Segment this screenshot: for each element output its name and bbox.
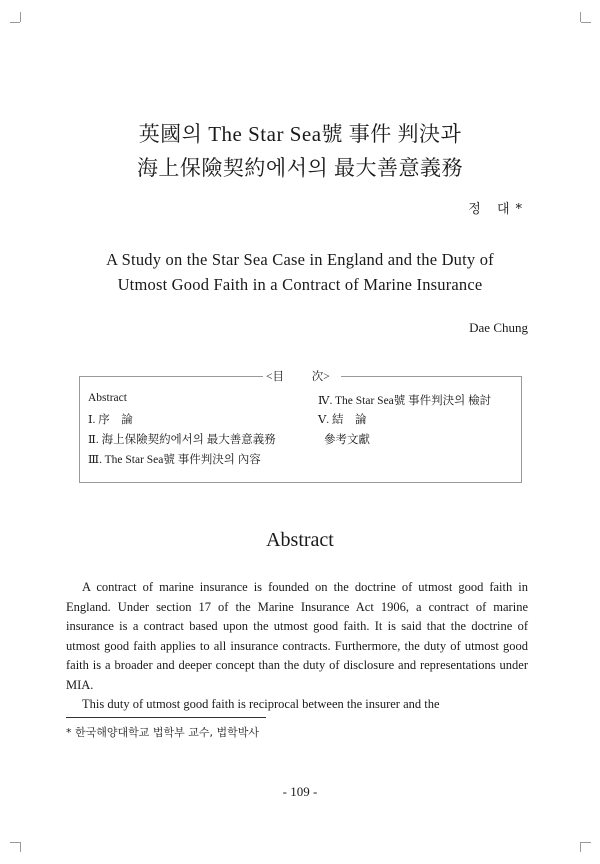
english-title-line1: A Study on the Star Sea Case in England and the Duty of [106,250,494,269]
toc-top-border-left [80,376,263,377]
crop-mark-top-left-h [10,22,20,23]
crop-mark-top-right-h [581,22,591,23]
toc-item-chapter3: Ⅲ. The Star Sea號 事件判決의 內容 [88,454,261,466]
abstract-paragraph-2: This duty of utmost good faith is reciprocal between the insurer and the [82,697,440,711]
toc-item-intro: Ⅰ. 序 論 [88,414,133,426]
toc-item-conclusion: Ⅴ. 結 論 [318,414,367,426]
toc-item-chapter2: Ⅱ. 海上保險契約에서의 最大善意義務 [88,434,276,446]
crop-mark-bottom-right-h [581,842,591,843]
korean-title-line1: 英國의 The Star Sea號 事件 判決과 [138,122,462,146]
footnote-author-affiliation: * 한국해양대학교 법학부 교수, 법학박사 [66,726,259,739]
abstract-body [66,578,528,715]
toc-heading-right: 次> [311,371,330,383]
author-english: Dae Chung [469,320,528,335]
toc-heading-left: <目 [266,371,284,383]
toc-item-references: 參考文獻 [324,434,370,446]
crop-mark-bottom-left [20,842,21,852]
abstract-heading: Abstract [266,529,334,551]
toc-item-chapter4: Ⅳ. The Star Sea號 事件判決의 檢討 [318,395,492,407]
crop-mark-bottom-left-h [10,842,20,843]
toc-top-border-right [341,376,521,377]
author-korean: 정 대* [468,202,528,217]
table-of-contents [79,371,522,483]
toc-heading [266,368,330,384]
crop-mark-bottom-right [580,842,581,852]
page-number: - 109 - [282,784,318,799]
english-title-line2: Utmost Good Faith in a Contract of Marine Insurance [117,275,483,294]
footnote-separator [66,717,266,718]
abstract-paragraph-1: A contract of marine insurance is founded on the doctrine of utmost good faith in England. Under section 17 of the Marine Insurance Act 1906, a contract of marine insurance is a contract based upon the utmost good faith. It is said that the doctrine of utmost good faith applies to all insurance contracts. Furthermore, the duty of utmost good faith is a broader and deeper concept than the duty of disclosure and representations under MIA. [66,580,528,692]
korean-title-line2: 海上保險契約에서의 最大善意義務 [136,156,464,180]
crop-mark-top-right [580,12,581,22]
crop-mark-top-left [20,12,21,22]
toc-item-abstract: Abstract [88,392,127,404]
